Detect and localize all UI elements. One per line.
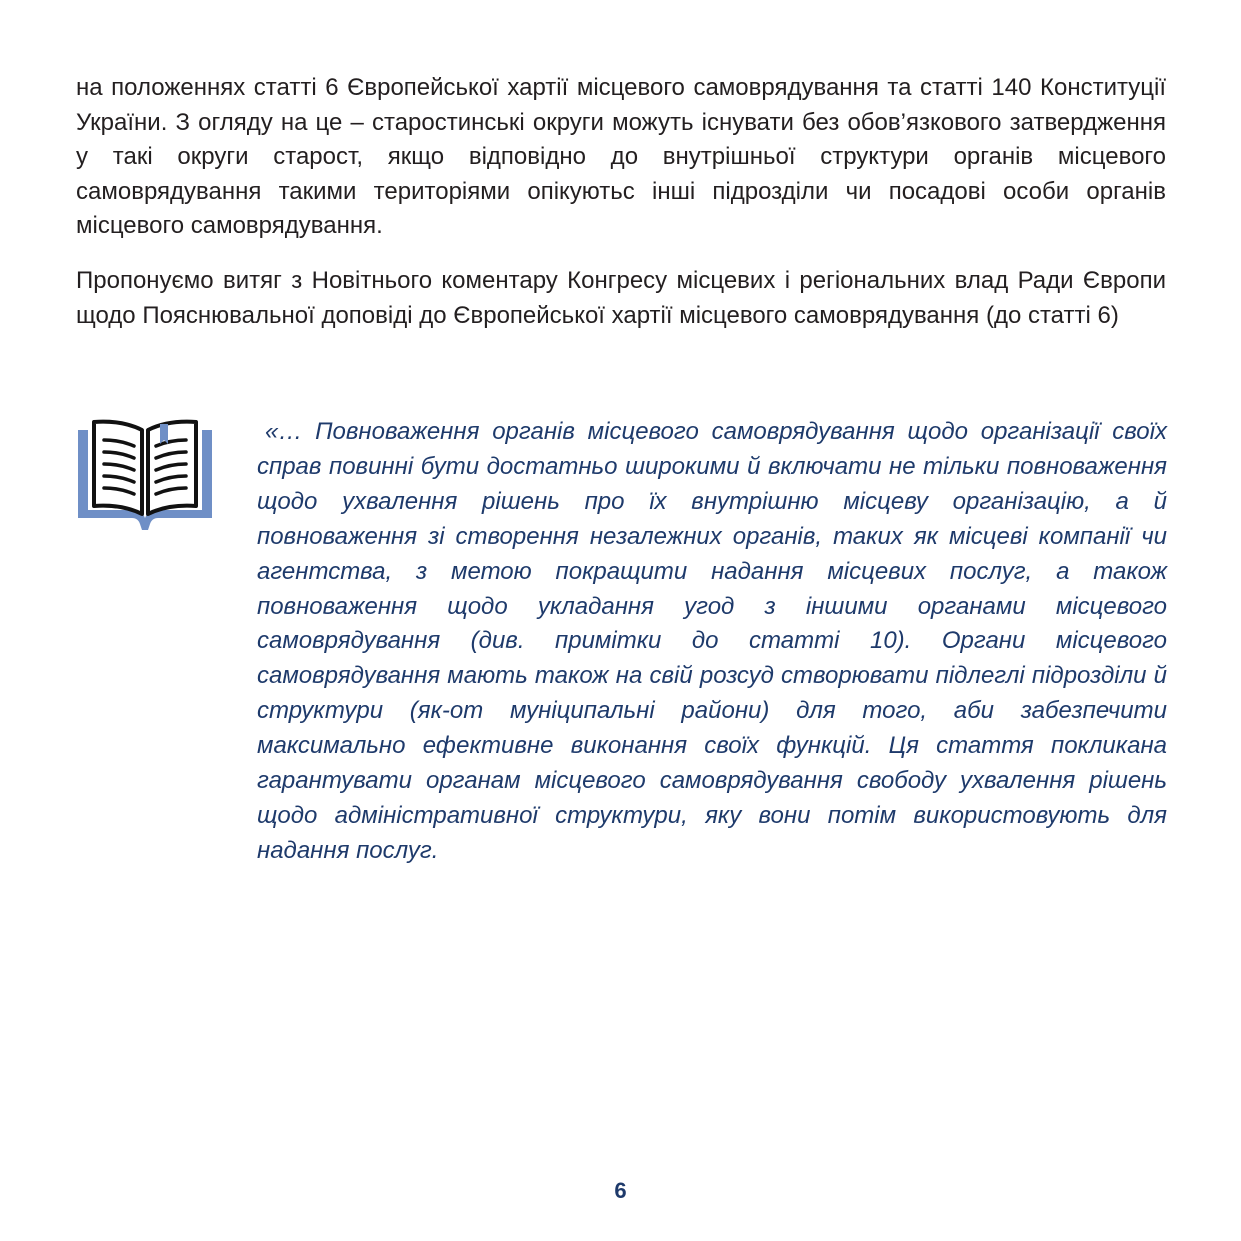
quote-block: «… Повноваження органів місцевого самоврядування щодо організації своїх справ повинні бути достатньо широкими й включати не тільки повноваження щодо ухвалення рішень про їх внутрішню місцеву організацію, а й повноваження зі створення незалежних органів, таких як місцеві компанії чи агентства, з метою покращити надання місцевих послуг, а також повноваження щодо укладання угод з іншими органами місцевого самоврядування (див. примітки до статті 10). Органи місцевого самоврядування мають також на свій розсуд створювати підлеглі підрозділи й структури (як-от муніципальні райони) для того, аби забезпечити максимально ефективне виконання своїх функцій. Ця стаття покликана гарантувати органам місцевого самоврядування свободу ухвалення рішень щодо адміністративної структури, яку вони потім використовують для надання послуг.	[257, 418, 1167, 864]
open-book-icon	[74, 418, 216, 534]
body-paragraph-1: на положеннях статті 6 Європейської хартії місцевого самоврядування та статті 140 Конституції України. З огляду на це – старостинські округи можуть існувати без обов’язкового затвердження у такі округи старост, якщо відповідно до внутрішньої структури органів місцевого самоврядування такими територіями опікуютьс інші підрозділи чи посадові особи органів місцевого самоврядування.	[76, 74, 1166, 239]
page-number: 6	[614, 1178, 627, 1203]
body-paragraph-2: Пропонуємо витяг з Новітнього коментару Конгресу місцевих і регіональних влад Ради Європи щодо Пояснювальної доповіді до Європейської хартії місцевого самоврядування (до статті 6)	[76, 267, 1166, 329]
